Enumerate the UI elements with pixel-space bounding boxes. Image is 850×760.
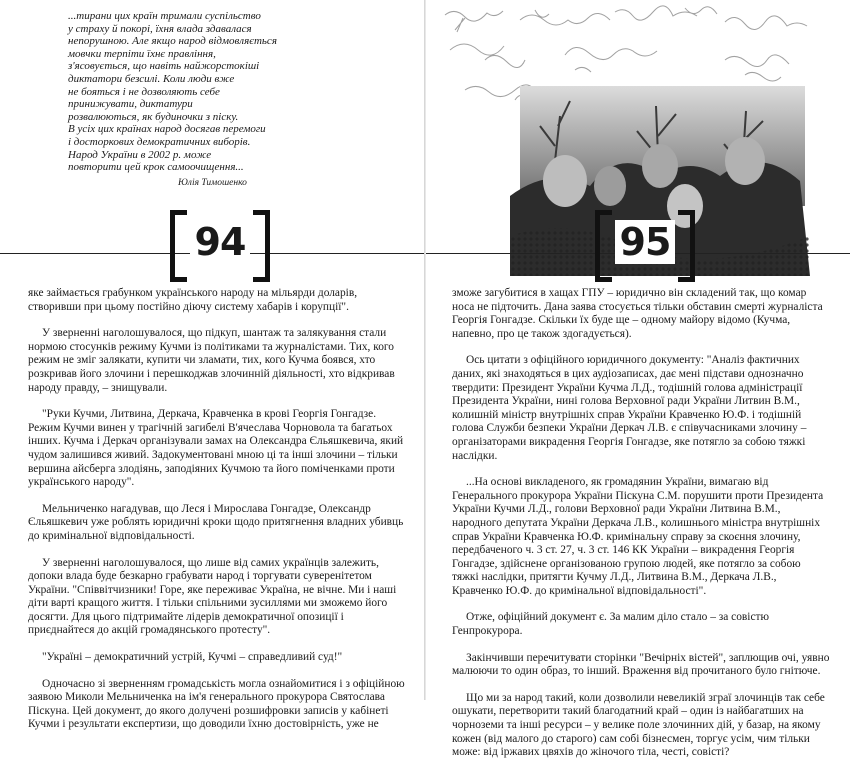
paragraph: "Руки Кучми, Литвина, Деркача, Кравченка в крові Георгія Гонгадзе. Режим Кучми винен у трагічній загибелі В'ячеслава Чорновола та багатьох інших. Кучма і Деркач організували замах на Олександра Єльяшкевича, який чудом залишився живий. Задокументовані мною ці та інші злочини – тільки вершина айсберга злодіянь, заподіяних Кучмою та його поміченками проти українського народу". bbox=[28, 408, 404, 489]
paragraph: У зверненні наголошувалося, що лише від самих українців залежить, допоки влада буде безкарно грабувати народ і торгувати суверенітетом України. "Співвітчизники! Горе, яке переживає Україна, не вічне. Ми і наші діти варті кращого життя. І тільки спільними зусиллями ми зможемо його досягти. Для цього підтримайте лідерів демократичної опозиції і приєднайтеся до акцій громадянського протесту". bbox=[28, 556, 397, 637]
paragraph: ...На основі викладеного, як громадянин України, вимагаю від Генерального прокурора України Піскуна С.М. порушити проти Президента України Кучми Л.Д., голови Верховної ради України Литвина В.М., народного депутата України Деркача Л.В., колишнього міністра внутрішніх справ України Кравченка Ю.Ф. кримінальну справу за скоєння злочину, передбаченого ч. 3 ст. 27, ч. 3 ст. 146 КК України – викрадення Георгія Гонгадзе, здійснене організованою групою людей, яке потягло за собою тяжкі наслідки, притягти Кучму Л.Д., Литвина В.М., Деркача Л.В., Кравченко Ю.Ф. до кримінальної відповідальності". bbox=[452, 476, 824, 597]
quote-line: диктатори безсилі. Коли люди вже bbox=[68, 72, 235, 85]
quote-line: і досторкових демократичних виборів. bbox=[68, 135, 251, 148]
bracket-left bbox=[595, 210, 612, 282]
paragraph: Мельниченко нагадував, що Леся і Мирослава Гонгадзе, Олександр Єльяшкевич уже роблять юридичні кроки щодо притягнення владних убивць до кримінальної відповідальності. bbox=[28, 502, 404, 542]
page-number-text: 95 bbox=[615, 220, 675, 264]
quote-line: В усіх цих країнах народ досягав перемоги bbox=[68, 123, 266, 136]
page-number-text: 94 bbox=[190, 220, 250, 264]
quote-line: Народ України в 2002 р. може bbox=[68, 148, 212, 161]
book-gutter bbox=[424, 0, 426, 700]
bracket-left bbox=[170, 210, 187, 282]
quote-line: не бояться і не дозволяють себе bbox=[68, 85, 220, 98]
paragraph: Закінчивши перечитувати сторінки "Вечірніх вістей", заплющив очі, уявно малюючи то один образ, то інший. Враження від прочитаного було гнітюче. bbox=[452, 651, 830, 678]
paragraph: Ось цитати з офіційного юридичного документу: "Аналіз фактичних даних, які знаходяться в цих аудіозаписах, дає мені підстави однозначно твердити: Президент України Кучма Л.Д., тодішній голова адміністрації Президента України, нині голова Верховної ради України Литвин В.М., колишній міністр внутрішніх справ України Кравченко Ю.Ф. і тодішній голова Служби безпеки України Деркач Л.В. є співучасниками злочину – організаторами викрадення Георгія Гонгадзе, яке потягло за собою тяжкі наслідки. bbox=[452, 354, 807, 462]
epigraph-quote bbox=[68, 10, 318, 174]
quote-line: ...тирани цих країн тримали суспільство bbox=[68, 10, 261, 22]
quote-line: у страху й покорі, їхня влада здавалася bbox=[68, 22, 252, 35]
left-body-text bbox=[28, 287, 406, 732]
page-number-left bbox=[170, 210, 270, 274]
quote-line: з'ясовується, що навіть найжорстокіші bbox=[68, 60, 260, 73]
paragraph: Отже, офіційний документ є. За малим діло стало – за совістю Генпрокурора. bbox=[452, 611, 769, 638]
quote-line: розвалюються, як будиночки з піску. bbox=[68, 110, 239, 123]
right-page bbox=[425, 0, 850, 759]
page-number-right bbox=[595, 210, 695, 274]
quote-line: непорушною. Але якщо народ відмовляється bbox=[68, 35, 277, 48]
bracket-right bbox=[253, 210, 270, 282]
left-page bbox=[0, 0, 425, 731]
paragraph: зможе загубитися в хащах ГПУ – юридично він складений так, що комар носа не підточить. Дана заява стосується тільки обставин смерті журналіста Георгія Гонгадзе. Скільки їх буде ще – одному майору відомо (Кучма, напевно, про це також здогадується). bbox=[452, 287, 823, 340]
right-body-text bbox=[452, 287, 830, 760]
paragraph: яке займається грабунком українського народу на мільярди доларів, створивши при цьому постійно діючу систему хабарів і корупції". bbox=[28, 287, 358, 313]
paragraph: Одночасно зі зверненням громадськість могла ознайомитися і з офіційною заявою Миколи Мельниченка на ім'я генерального прокурора Святослава Піскуна. Цей документ, до якого долучені розшифровки записів у кабінеті Кучми і результати експертизи, що доводили їхню достовірність, уже не bbox=[28, 677, 405, 731]
paragraph: "Україні – демократичний устрій, Кучмі – справедливий суд!" bbox=[42, 651, 343, 664]
bracket-right bbox=[678, 210, 695, 282]
paragraph: У зверненні наголошувалося, що підкуп, шантаж та залякування стали нормою стосунків режиму Кучми із політиками та журналістами. Тих, кого режим не зміг залякати, купити чи зламати, тих, кого Кучма боявся, хто розкривав його злочини і перешкоджав злочинній діяльності, хто відкривав народу правду, – знищували. bbox=[28, 327, 395, 394]
quote-line: принижувати, диктатури bbox=[68, 98, 193, 111]
paragraph: Що ми за народ такий, коли дозволили невеликій зграї злочинців так себе ошукати, перетворити такий благодатний край – один із найбагатших на чорноземи та інші ресурси – у велике поле злочинних дій, у базар, на якому кожен (від малого до старого) сам собі бізнесмен, торгує усім, чим тільки може: від іржавих цвяхів до жіночого тіла, честі, совісті? bbox=[452, 691, 825, 759]
quote-line: мовчки терпіти їхнє правління, bbox=[68, 47, 216, 60]
quote-line: повторити цей крок самоочищення... bbox=[68, 161, 244, 174]
quote-author: Юлія Тимошенко bbox=[178, 178, 247, 188]
